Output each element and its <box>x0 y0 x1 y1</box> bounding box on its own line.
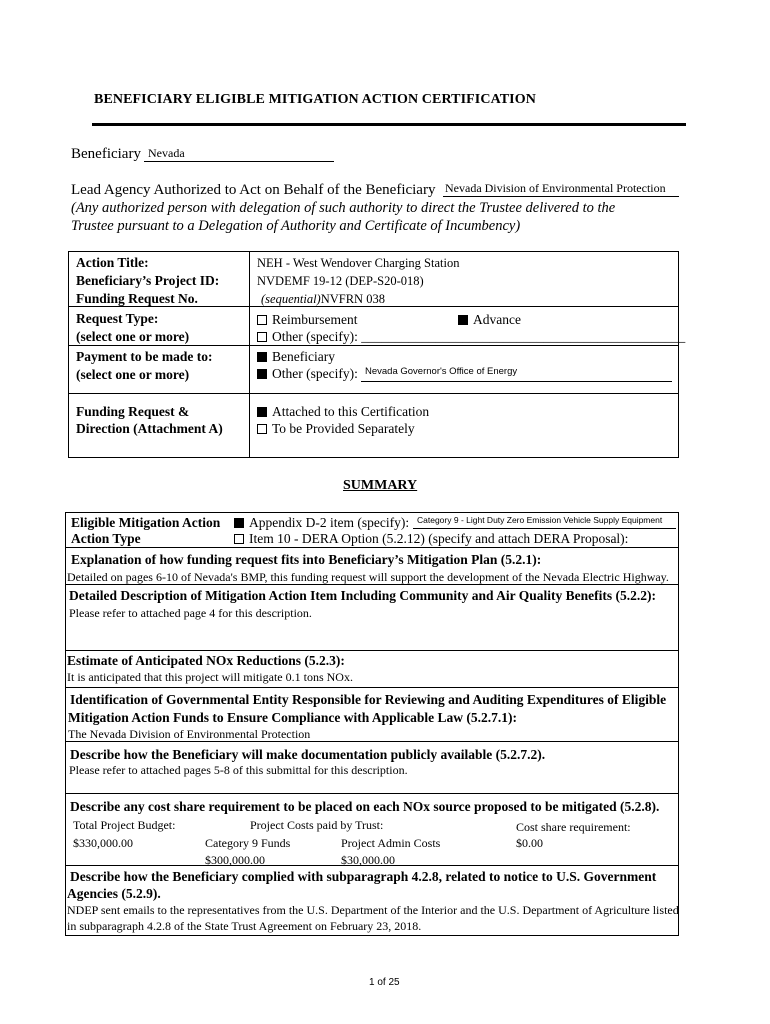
nox-text: It is anticipated that this project will mitigate 0.1 tons NOx. <box>67 670 353 684</box>
document-title: BENEFICIARY ELIGIBLE MITIGATION ACTION CERTIFICATION <box>94 92 536 107</box>
project-id-value: NVDEMF 19-12 (DEP-S20-018) <box>257 274 424 288</box>
notice-text-line1: NDEP sent emails to the representatives from the U.S. Department of the Interior and the U.S. Department of Agriculture listed <box>67 903 679 917</box>
item10-checkbox[interactable] <box>234 534 244 544</box>
explanation-text: Detailed on pages 6-10 of Nevada's BMP, this funding request will support the development of the Nevada Electric Highway. <box>67 570 669 584</box>
beneficiary-value: Nevada <box>148 146 185 160</box>
paid-by-trust-label: Project Costs paid by Trust: <box>250 818 384 832</box>
cost-share-heading: Describe any cost share requirement to be placed on each NOx source proposed to be mitigated (5.2.8). <box>70 799 660 814</box>
payment-beneficiary-checkbox[interactable] <box>257 352 267 362</box>
notice-heading-line2: Agencies (5.2.9). <box>67 886 161 901</box>
action-title-label: Action Title: <box>76 255 149 270</box>
advance-option[interactable] <box>458 311 521 328</box>
gov-entity-heading-line1: Identification of Governmental Entity Responsible for Reviewing and Auditing Expenditures of Eligible <box>70 692 667 707</box>
category9-label: Category 9 Funds <box>205 836 291 850</box>
lead-agency-note-line2: Trustee pursuant to a Delegation of Authority and Certificate of Incumbency) <box>71 218 521 234</box>
request-other-option[interactable] <box>257 328 685 345</box>
reimbursement-checkbox[interactable] <box>257 315 267 325</box>
reimbursement-option[interactable] <box>257 311 357 328</box>
provided-separately-option[interactable] <box>257 420 415 437</box>
appendix-label: Appendix D-2 item (specify): <box>249 515 410 530</box>
request-type-sublabel: (select one or more) <box>76 329 190 344</box>
title-rule <box>92 123 686 126</box>
payment-label: Payment to be made to: <box>76 349 213 364</box>
description-heading: Detailed Description of Mitigation Action Item Including Community and Air Quality Benefits (5.2.2): <box>69 588 656 603</box>
summary-heading: SUMMARY <box>343 478 418 493</box>
beneficiary-label: Beneficiary <box>71 146 141 162</box>
description-text: Please refer to attached page 4 for this description. <box>69 606 312 620</box>
attached-label: Attached to this Certification <box>272 404 430 419</box>
advance-label: Advance <box>473 312 521 327</box>
page-number: 1 of 25 <box>369 977 400 988</box>
lead-agency-value: Nevada Division of Environmental Protection <box>445 181 666 195</box>
payment-other-value: Nevada Governor's Office of Energy <box>365 366 518 377</box>
payment-sublabel: (select one or more) <box>76 367 190 382</box>
payment-other-label: Other (specify): <box>272 366 358 381</box>
appendix-option[interactable] <box>234 514 409 531</box>
cost-share-requirement-label: Cost share requirement: <box>516 820 631 834</box>
total-budget-value: $330,000.00 <box>73 836 133 850</box>
appendix-checkbox[interactable] <box>234 518 244 528</box>
notice-heading-line1: Describe how the Beneficiary complied with subparagraph 4.2.8, related to notice to U.S. Government <box>70 869 657 884</box>
payment-beneficiary-label: Beneficiary <box>272 349 335 364</box>
request-type-label: Request Type: <box>76 311 159 326</box>
funding-direction-label: Funding Request & <box>76 404 190 419</box>
appendix-value: Category 9 - Light Duty Zero Emission Vehicle Supply Equipment <box>417 515 663 525</box>
gov-entity-heading-line2: Mitigation Action Funds to Ensure Compliance with Applicable Law (5.2.7.1): <box>68 710 518 725</box>
project-id-label: Beneficiary’s Project ID: <box>76 273 220 288</box>
request-other-label: Other (specify): ________________________________________________ <box>272 329 686 344</box>
funding-request-no-label: Funding Request No. <box>76 291 198 306</box>
docs-heading: Describe how the Beneficiary will make documentation publicly available (5.2.7.2). <box>70 747 546 762</box>
lead-agency-note-line1: (Any authorized person with delegation of such authority to direct the Trustee delivered to the <box>71 200 616 216</box>
total-budget-label: Total Project Budget: <box>73 818 176 832</box>
lead-agency-label: Lead Agency Authorized to Act on Behalf of the Beneficiary <box>71 182 436 198</box>
funding-request-sequential: (sequential) <box>261 292 321 306</box>
notice-text-line2: in subparagraph 4.2.8 of the State Trust Agreement on February 23, 2018. <box>67 919 422 933</box>
item10-option[interactable] <box>234 530 628 547</box>
beneficiary-field[interactable] <box>144 146 334 162</box>
docs-text: Please refer to attached pages 5-8 of this submittal for this description. <box>69 763 408 777</box>
cost-share-requirement-value: $0.00 <box>516 836 543 850</box>
provided-separately-label: To be Provided Separately <box>272 421 415 436</box>
gov-entity-text: The Nevada Division of Environmental Protection <box>68 727 311 741</box>
item10-label: Item 10 - DERA Option (5.2.12) (specify and attach DERA Proposal): <box>249 531 629 546</box>
funding-request-no-field <box>257 291 385 308</box>
admin-costs-label: Project Admin Costs <box>341 836 441 850</box>
appendix-field[interactable] <box>413 514 676 529</box>
action-type-label: Action Type <box>71 531 141 546</box>
category9-value: $300,000.00 <box>205 853 265 867</box>
nox-heading: Estimate of Anticipated NOx Reductions (5.2.3): <box>67 653 345 668</box>
provided-separately-checkbox[interactable] <box>257 424 267 434</box>
payment-other-field[interactable] <box>361 365 672 382</box>
action-table <box>68 251 686 458</box>
eligible-mitigation-action-label: Eligible Mitigation Action <box>71 515 221 530</box>
attached-option[interactable] <box>257 403 429 420</box>
advance-checkbox[interactable] <box>458 315 468 325</box>
action-title-value: NEH - West Wendover Charging Station <box>257 256 460 270</box>
payment-other-option[interactable] <box>257 365 358 382</box>
reimbursement-label: Reimbursement <box>272 312 358 327</box>
funding-direction-sublabel: Direction (Attachment A) <box>76 421 223 436</box>
admin-costs-value: $30,000.00 <box>341 853 395 867</box>
lead-agency-field[interactable] <box>443 181 679 197</box>
summary-table <box>65 512 679 936</box>
funding-request-no-value: NVFRN 038 <box>320 292 385 306</box>
payment-other-checkbox[interactable] <box>257 369 267 379</box>
explanation-heading: Explanation of how funding request fits into Beneficiary’s Mitigation Plan (5.2.1): <box>71 552 542 567</box>
attached-checkbox[interactable] <box>257 407 267 417</box>
payment-beneficiary-option[interactable] <box>257 348 335 365</box>
request-other-checkbox[interactable] <box>257 332 267 342</box>
